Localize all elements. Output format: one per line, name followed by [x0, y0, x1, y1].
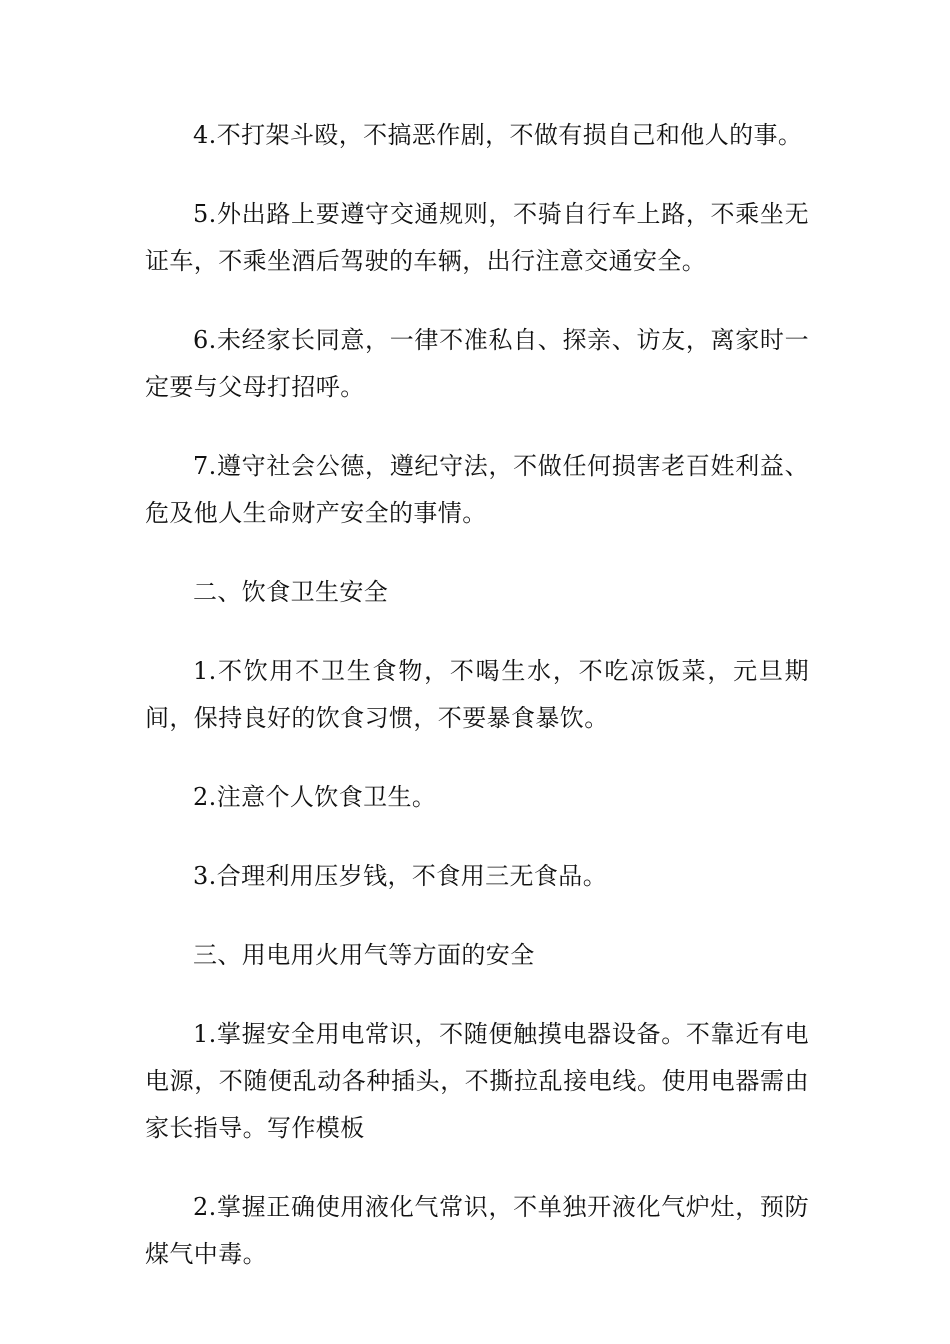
paragraph-rule-6: 6.未经家长同意，一律不准私自、探亲、访友，离家时一定要与父母打招呼。	[145, 326, 809, 401]
paragraph-rule-5: 5.外出路上要遵守交通规则，不骑自行车上路，不乘坐无证车，不乘坐酒后驾驶的车辆，出行注意交通安全。	[145, 200, 809, 275]
document-body	[145, 112, 809, 1310]
paragraph-rule-7: 7.遵守社会公德，遵纪守法，不做任何损害老百姓利益、危及他人生命财产安全的事情。	[145, 452, 809, 527]
paragraph-food-2: 2.注意个人饮食卫生。	[193, 783, 437, 811]
paragraph-food-3: 3.合理利用压岁钱，不食用三无食品。	[193, 862, 608, 890]
paragraph-food-1: 1.不饮用不卫生食物，不喝生水，不吃凉饭菜，元旦期间，保持良好的饮食习惯，不要暴食暴饮。	[145, 657, 809, 732]
paragraph-gas-2: 2.掌握正确使用液化气常识，不单独开液化气炉灶，预防煤气中毒。	[145, 1193, 809, 1268]
section-heading-electric-fire-gas-safety: 三、用电用火用气等方面的安全	[193, 941, 535, 969]
section-heading-food-safety: 二、饮食卫生安全	[193, 578, 389, 606]
paragraph-electric-1: 1.掌握安全用电常识，不随便触摸电器设备。不靠近有电电源，不随便乱动各种插头，不撕拉乱接电线。使用电器需由家长指导。写作模板	[145, 1020, 809, 1142]
paragraph-rule-4: 4.不打架斗殴，不搞恶作剧，不做有损自己和他人的事。	[193, 121, 803, 149]
